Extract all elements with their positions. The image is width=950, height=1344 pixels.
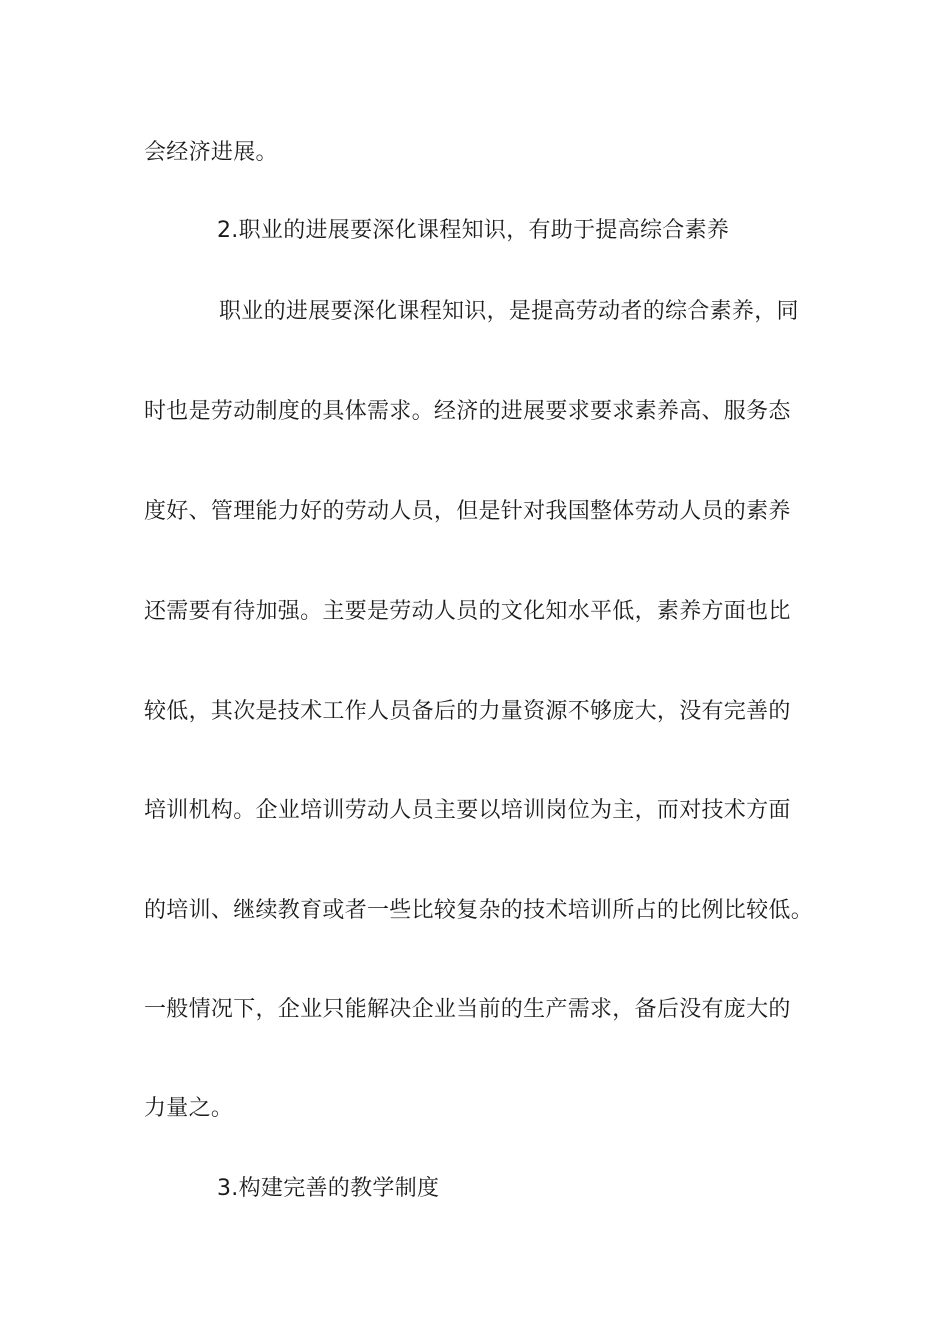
paragraph-line-5: 较低，其次是技术工作人员备后的力量资源不够庞大，没有完善的 [144,699,791,724]
paragraph-line-2: 时也是劳动制度的具体需求。经济的进展要求要求素养高、服务态 [144,399,791,424]
paragraph-line-8: 一般情况下，企业只能解决企业当前的生产需求，备后没有庞大的 [144,997,791,1022]
paragraph-line-6: 培训机构。企业培训劳动人员主要以培训岗位为主，而对技术方面 [144,798,791,823]
section-heading-2: 2.职业的进展要深化课程知识，有助于提高综合素养 [217,218,730,243]
paragraph-line-7: 的培训、继续教育或者一些比较复杂的技术培训所占的比例比较低。 [144,898,814,923]
paragraph-line-continuation: 会经济进展。 [144,140,278,165]
paragraph-line-3: 度好、管理能力好的劳动人员，但是针对我国整体劳动人员的素养 [144,499,791,524]
paragraph-line-9: 力量之。 [144,1096,234,1121]
paragraph-line-4: 还需要有待加强。主要是劳动人员的文化知水平低，素养方面也比 [144,599,791,624]
paragraph-line-1: 职业的进展要深化课程知识，是提高劳动者的综合素养，同 [219,299,799,324]
section-heading-3: 3.构建完善的教学制度 [217,1176,440,1201]
